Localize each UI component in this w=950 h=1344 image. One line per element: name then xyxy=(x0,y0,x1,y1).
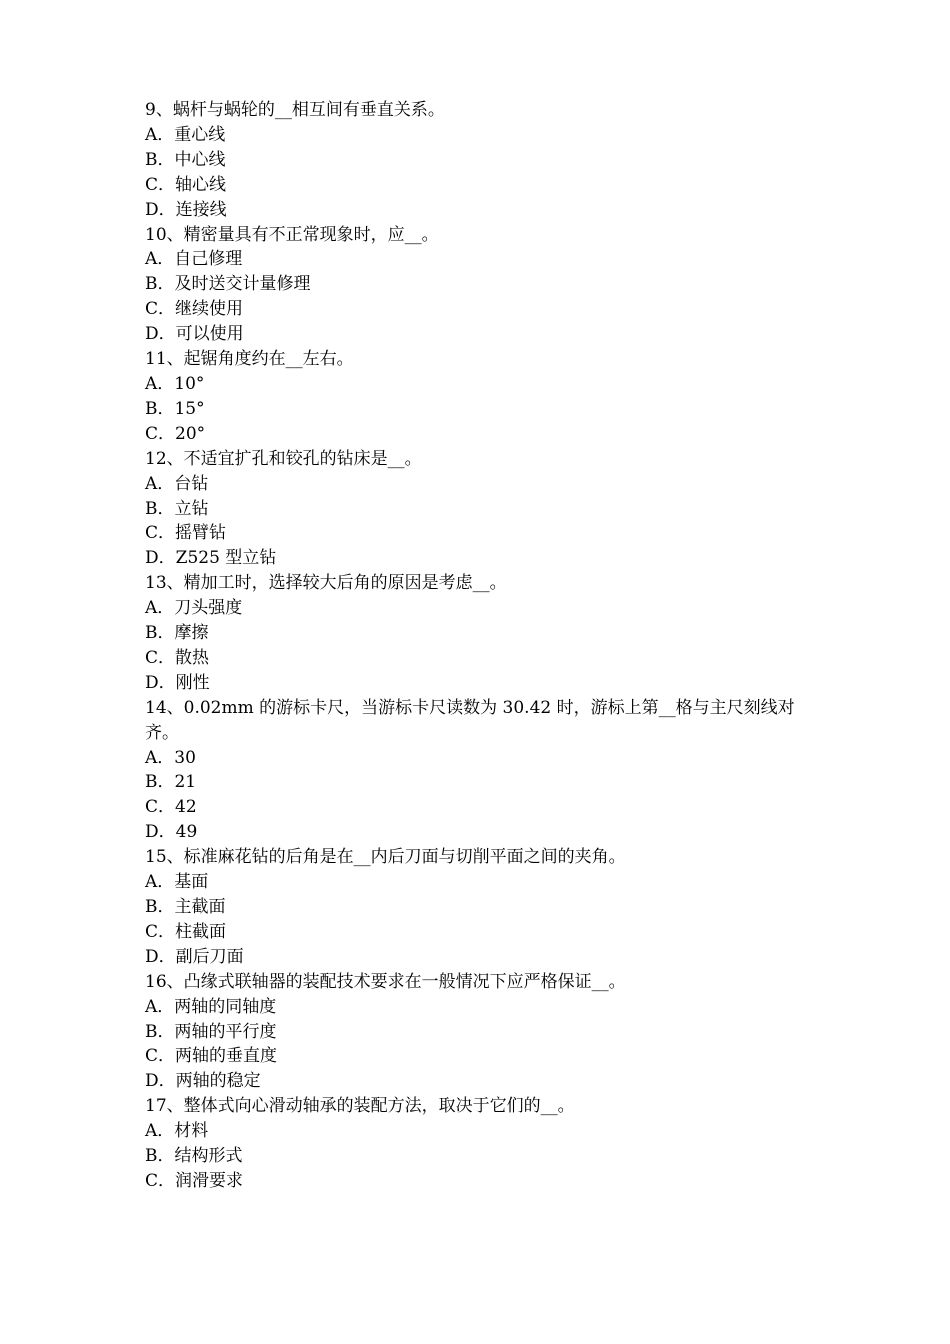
question-text: 13、精加工时，选择较大后角的原因是考虑__。 xyxy=(145,573,507,594)
question-text: 14、0.02mm 的游标卡尺，当游标卡尺读数为 30.42 时，游标上第__格与主尺刻线对齐。 xyxy=(145,697,795,743)
answer-option: A．10° xyxy=(145,373,205,394)
answer-option: D．刚性 xyxy=(145,672,210,693)
answer-option: A．刀头强度 xyxy=(145,598,243,619)
question-text: 17、整体式向心滑动轴承的装配方法，取决于它们的__。 xyxy=(145,1096,575,1117)
question-text: 16、凸缘式联轴器的装配技术要求在一般情况下应严格保证__。 xyxy=(145,971,626,992)
question-text: 11、起锯角度约在__左右。 xyxy=(145,349,354,370)
answer-option: A．两轴的同轴度 xyxy=(145,996,277,1017)
answer-option: C．42 xyxy=(145,797,197,818)
question-text: 15、标准麻花钻的后角是在__内后刀面与切削平面之间的夹角。 xyxy=(145,847,626,868)
answer-option: B．15° xyxy=(145,398,205,419)
answer-option: B．及时送交计量修理 xyxy=(145,274,311,295)
answer-option: A．材料 xyxy=(145,1121,209,1142)
answer-option: C．轴心线 xyxy=(145,174,227,195)
answer-option: C．柱截面 xyxy=(145,921,227,942)
answer-option: D．可以使用 xyxy=(145,324,244,345)
answer-option: D．Z525 型立钻 xyxy=(145,548,277,569)
answer-option: C．散热 xyxy=(145,647,210,668)
answer-option: C．两轴的垂直度 xyxy=(145,1046,278,1067)
answer-option: A．自己修理 xyxy=(145,249,243,270)
answer-option: B．中心线 xyxy=(145,149,226,170)
question-text: 12、不适宜扩孔和铰孔的钻床是__。 xyxy=(145,448,422,469)
answer-option: D．副后刀面 xyxy=(145,946,244,967)
answer-option: C．摇臂钻 xyxy=(145,523,227,544)
answer-option: B．立钻 xyxy=(145,498,209,519)
answer-option: D．连接线 xyxy=(145,199,227,220)
answer-option: B．主截面 xyxy=(145,897,226,917)
answer-option: B．两轴的平行度 xyxy=(145,1021,277,1042)
answer-option: A．30 xyxy=(145,747,196,768)
answer-option: A．重心线 xyxy=(145,124,226,145)
answer-option: B．21 xyxy=(145,772,197,793)
answer-option: C．继续使用 xyxy=(145,299,244,320)
question-text: 9、蜗杆与蜗轮的__相互间有垂直关系。 xyxy=(145,100,445,120)
answer-option: C．20° xyxy=(145,423,206,444)
answer-option: D．49 xyxy=(145,822,198,843)
answer-option: D．两轴的稳定 xyxy=(145,1071,261,1092)
answer-option: A．基面 xyxy=(145,872,209,893)
answer-option: B．结构形式 xyxy=(145,1146,243,1167)
question-list xyxy=(145,98,815,1194)
answer-option: C．润滑要求 xyxy=(145,1170,244,1191)
question-text: 10、精密量具有不正常现象时，应__。 xyxy=(145,224,439,245)
answer-option: B．摩擦 xyxy=(145,623,209,644)
answer-option: A．台钻 xyxy=(145,473,209,494)
